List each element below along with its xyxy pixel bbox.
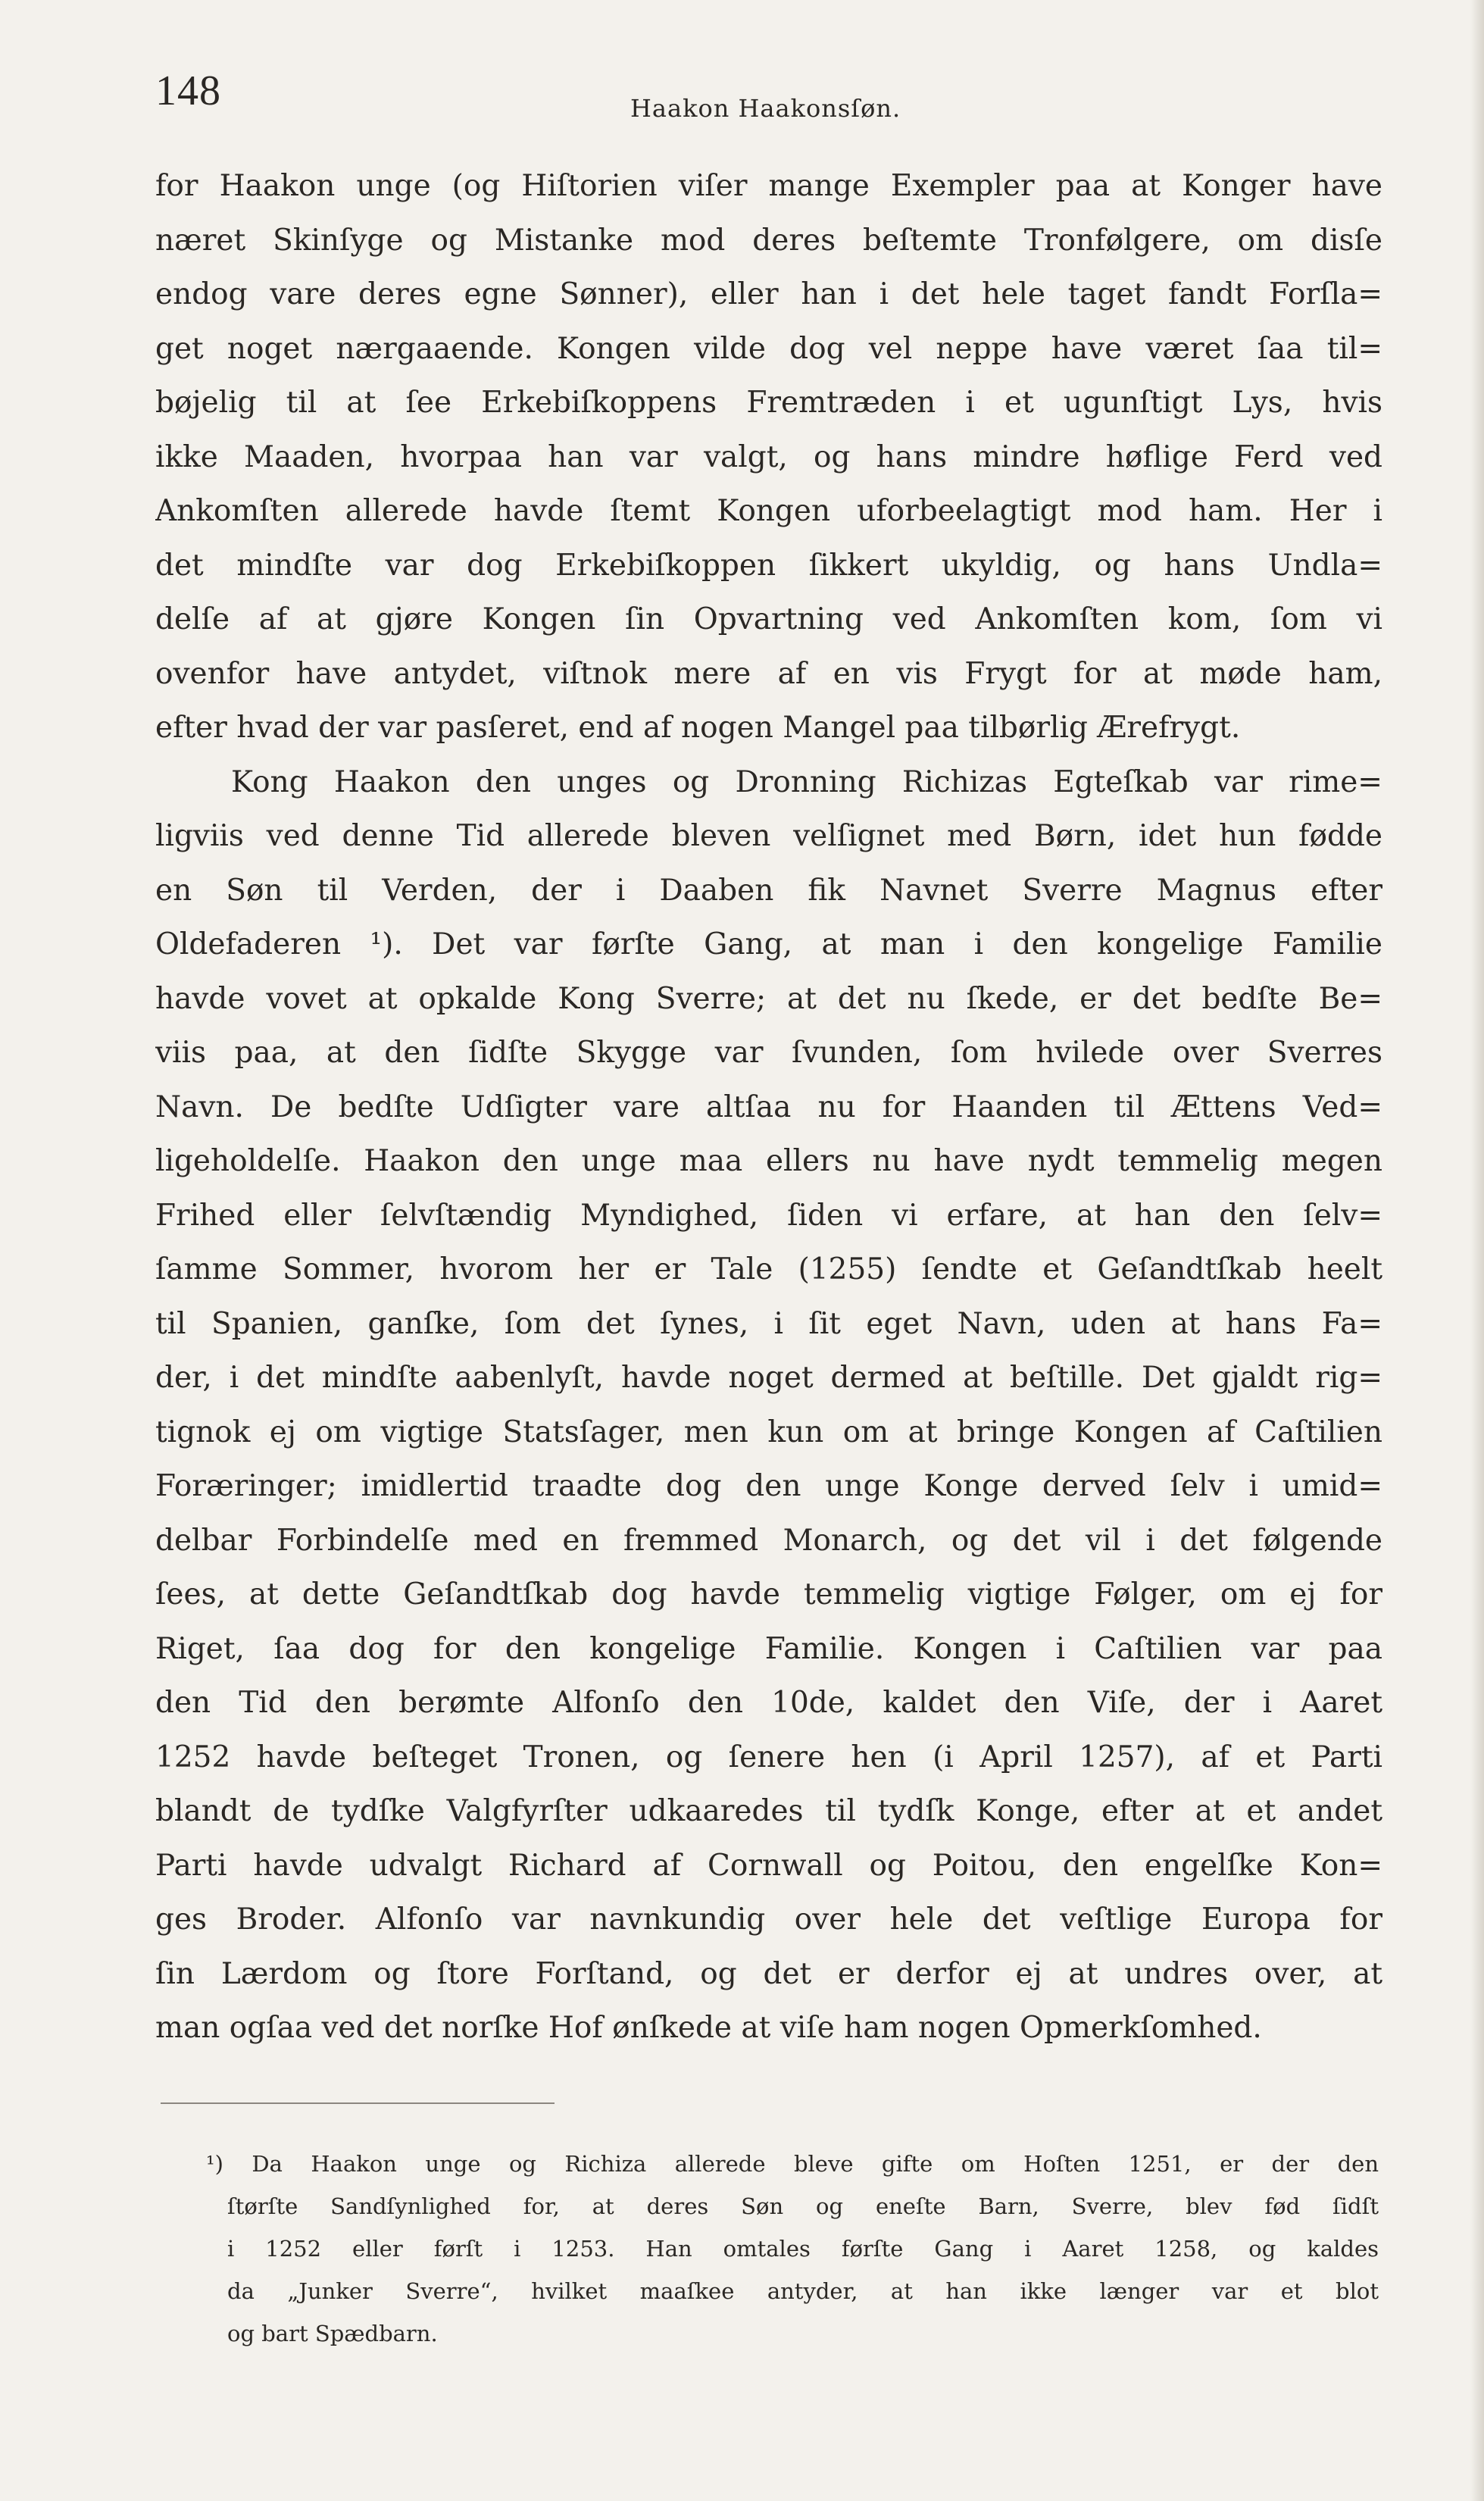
text-line: Navn. De bedſte Udſigter vare altſaa nu for Haanden til Ættens Ved=	[155, 1089, 1382, 1124]
text-line: 1252 havde beſteget Tronen, og ſenere hen (i April 1257), af et Parti	[155, 1740, 1382, 1774]
text-line: ſamme Sommer, hvorom her er Tale (1255) ſendte et Geſandtſkab heelt	[155, 1252, 1382, 1286]
text-line: ſees, at dette Geſandtſkab dog havde temmelig vigtige Følger, om ej for	[155, 1577, 1382, 1612]
text-line: Oldefaderen ¹). Det var førſte Gang, at man i den kongelige Familie	[155, 927, 1382, 961]
text-line: ligeholdelſe. Haakon den unge maa ellers nu have nydt temmelig megen	[155, 1144, 1382, 1178]
text-line: der, i det mindſte aabenlyſt, havde noget dermed at beſtille. Det gjaldt rig=	[155, 1361, 1382, 1395]
footnote-line: og bart Spædbarn.	[227, 2321, 438, 2346]
text-line: bøjelig til at ſee Erkebiſkoppens Fremtræden i et ugunſtigt Lys, hvis	[155, 386, 1382, 420]
text-line: ges Broder. Alfonſo var navnkundig over hele det veſtlige Europa for	[155, 1902, 1382, 1937]
text-line: ovenfor have antydet, viſtnok mere af en vis Frygt for at møde ham,	[155, 656, 1382, 691]
page-number: 148	[155, 67, 221, 114]
text-line: den Tid den berømte Alfonſo den 10de, kaldet den Viſe, der i Aaret	[155, 1686, 1382, 1720]
text-line: viis paa, at den ſidſte Skygge var ſvunden, ſom hvilede over Sverres	[155, 1036, 1382, 1070]
text-line: Frihed eller ſelvſtændig Myndighed, ſiden vi erfare, at han den ſelv=	[155, 1198, 1382, 1233]
text-line: havde vovet at opkalde Kong Sverre; at det nu ſkede, er det bedſte Be=	[155, 981, 1382, 1016]
text-line: delbar Forbindelſe med en fremmed Monarch, og det vil i det følgende	[155, 1523, 1382, 1558]
page-header	[155, 67, 1337, 127]
footnote-line: da „Junker Sverre“, hvilket maaſkee antyder, at han ikke længer var et blot	[227, 2278, 1379, 2304]
text-line: Riget, ſaa dog for den kongelige Familie. Kongen i Caſtilien var paa	[155, 1631, 1382, 1666]
text-line: tignok ej om vigtige Statsſager, men kun om at bringe Kongen af Caſtilien	[155, 1415, 1382, 1449]
text-line: næret Skinſyge og Mistanke mod deres beſtemte Tronfølgere, om disſe	[155, 223, 1382, 258]
footnote-line: ¹) Da Haakon unge og Richiza allerede bleve gifte om Hoſten 1251, er der den	[206, 2151, 1379, 2177]
text-line: man ogſaa ved det norſke Hof ønſkede at viſe ham nogen Opmerkſomhed.	[155, 2011, 1262, 2045]
text-line: delſe af at gjøre Kongen ſin Opvartning ved Ankomſten kom, ſom vi	[155, 602, 1382, 636]
text-line: en Søn til Verden, der i Daaben fik Navnet Sverre Magnus efter	[155, 873, 1382, 908]
text-line: get noget nærgaaende. Kongen vilde dog vel neppe have været ſaa til=	[155, 331, 1382, 366]
running-head: Haakon Haakonsſøn.	[630, 94, 901, 123]
text-line: det mindſte var dog Erkebiſkoppen ſikkert ukyldig, og hans Undla=	[155, 548, 1382, 583]
footnote-divider	[161, 2102, 555, 2104]
text-line: blandt de tydſke Valgfyrſter udkaaredes til tydſk Konge, efter at et andet	[155, 1794, 1382, 1828]
text-line: ligviis ved denne Tid allerede bleven velſignet med Børn, idet hun fødde	[155, 819, 1382, 853]
text-line: Foræringer; imidlertid traadte dog den unge Konge derved ſelv i umid=	[155, 1469, 1382, 1503]
footnote-line: i 1252 eller førſt i 1253. Han omtales førſte Gang i Aaret 1258, og kaldes	[227, 2236, 1379, 2262]
footnote-block	[206, 2143, 1379, 2355]
text-line: Ankomſten allerede havde ſtemt Kongen uforbeelagtigt mod ham. Her i	[155, 494, 1382, 528]
text-line: for Haakon unge (og Hiſtorien viſer mange Exempler paa at Konger have	[155, 169, 1382, 203]
text-line: til Spanien, ganſke, ſom det ſynes, i ſit eget Navn, uden at hans Fa=	[155, 1306, 1382, 1341]
text-line: Kong Haakon den unges og Dronning Richizas Egteſkab var rime=	[231, 764, 1382, 799]
text-line: Parti havde udvalgt Richard af Cornwall og Poitou, den engelſke Kon=	[155, 1848, 1382, 1883]
main-text	[155, 159, 1382, 2056]
text-line: ſin Lærdom og ſtore Forſtand, og det er derfor ej at undres over, at	[155, 1956, 1382, 1991]
page-edge	[1470, 0, 1484, 2501]
text-line: efter hvad der var pasſeret, end af nogen Mangel paa tilbørlig Ærefrygt.	[155, 711, 1241, 745]
text-line: ikke Maaden, hvorpaa han var valgt, og hans mindre høflige Ferd ved	[155, 439, 1382, 474]
footnote-line: ſtørſte Sandſynlighed for, at deres Søn og eneſte Barn, Sverre, blev fød ſidſt	[227, 2193, 1379, 2219]
text-line: endog vare deres egne Sønner), eller han i det hele taget fandt Forſla=	[155, 277, 1382, 311]
